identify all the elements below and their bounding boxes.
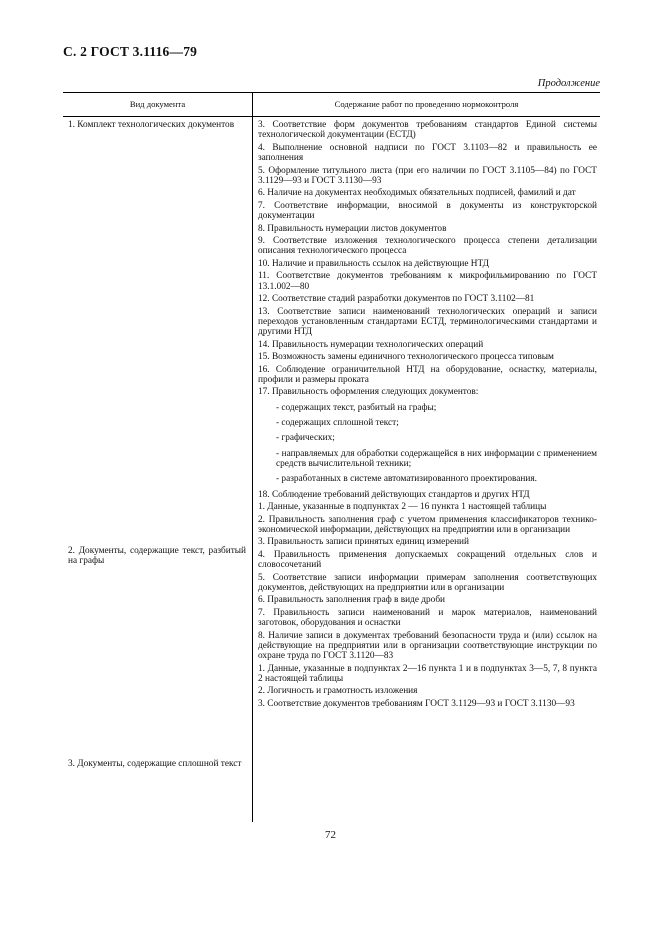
list-item: 6. Правильность заполнения граф в виде дроби (258, 595, 446, 606)
list-item: 2. Правильность заполнения граф с учетом применения классификаторов технико-экономической информации, действующих на предприятии или в организации (258, 514, 597, 535)
list-item: 12. Соответствие стадий разработки документов по ГОСТ 3.1102—81 (258, 294, 535, 305)
list-item: 3. Соответствие документов требованиям ГОСТ 3.1129—93 и ГОСТ 3.1130—93 (258, 698, 575, 709)
page-header: С. 2 ГОСТ 3.1116—79 (63, 44, 198, 59)
list-item: 3. Соответствие форм документов требованиям стандартов Единой системы технологической документации (ЕСТД) (258, 120, 597, 141)
list-item: 1. Данные, указанные в подпунктах 2 — 16 пункта 1 настоящей таблицы (258, 502, 547, 513)
list-item: 8. Наличие записи в документах требований безопасности труда и (или) ссылок на действующие на предприятии или в организации соответствующие инструкции по охране труда по ГОСТ 3.1120—83 (258, 630, 597, 662)
row-kind-2: 2. Документы, содержащие текст, разбитый на графы (68, 546, 246, 567)
list-item: 17. Правильность оформления следующих документов: (258, 387, 479, 398)
sub-list-item: - направляемых для обработки содержащейся в них информации с применением средств вычислительной техники; (276, 448, 597, 469)
sub-list-item: - графических; (276, 433, 335, 444)
list-item: 5. Соответствие записи информации примерам заполнения соответствующих документов, действующих на предприятии или в организации (258, 572, 597, 593)
list-item: 9. Соответствие изложения технологического процесса степени детализации описания технологического процесса (258, 236, 597, 257)
list-item: 14. Правильность нумерации технологических операций (258, 339, 484, 350)
column-header-kind: Вид документа (63, 93, 252, 117)
content-column (258, 120, 597, 711)
list-item: 10. Наличие и правильность ссылок на действующие НТД (258, 258, 489, 269)
column-header-content: Содержание работ по проведению нормоконтроля (253, 93, 600, 117)
list-item: 7. Правильность записи наименований и марок материалов, наименований заготовок, оборудования и оснастки (258, 607, 597, 629)
list-item: 5. Оформление титульного листа (при его наличии по ГОСТ 3.1105—84) по ГОСТ 3.1129—93 и ГОСТ 3.1130—93 (258, 165, 597, 186)
list-item: 4. Выполнение основной надписи по ГОСТ 3.1103—82 и правильность ее заполнения (258, 142, 597, 164)
list-item: 6. Наличие на документах необходимых обязательных подписей, фамилий и дат (258, 188, 576, 199)
continuation-label: Продолжение (537, 78, 600, 89)
list-item: 1. Данные, указанные в подпунктах 2—16 пункта 1 и в подпунктах 3—5, 7, 8 пункта 2 настоящей таблицы (258, 663, 597, 684)
list-item: 15. Возможность замены единичного технологического процесса типовым (258, 352, 554, 363)
row-kind-1: 1. Комплект технологических документов (68, 120, 235, 130)
list-item: 18. Соблюдение требований действующих стандартов и других НТД (258, 489, 530, 500)
sub-list-item: - разработанных в системе автоматизированного проектирования. (276, 474, 537, 485)
list-item: 3. Правильность записи принятых единиц измерений (258, 537, 470, 548)
list-item: 8. Правильность нумерации листов документов (258, 223, 447, 234)
sub-list-item: - содержащих текст, разбитый на графы; (276, 402, 437, 413)
list-item: 4. Правильность применения допускаемых сокращений отдельных слов и словосочетаний (258, 549, 597, 571)
list-item: 7. Соответствие информации, вносимой в документы из конструкторской документации (258, 200, 597, 222)
list-item: 16. Соблюдение ограничительной НТД на оборудование, оснастку, материалы, профили и размеры проката (258, 364, 597, 385)
norm-control-table (63, 92, 600, 822)
list-item: 11. Соответствие документов требованиям к микрофильмированию по ГОСТ 13.1.002—80 (258, 271, 597, 292)
list-item: 2. Логичность и грамотность изложения (258, 686, 418, 697)
list-item: 13. Соответствие записи наименований технологических операций и записи переходов установленным стандартами ЕСТД, терминологическими стандартами и другими НТД (258, 306, 597, 338)
sub-list-item: - содержащих сплошной текст; (276, 418, 399, 429)
column-divider (252, 93, 253, 822)
page-number: 72 (325, 829, 336, 841)
row-kind-3: 3. Документы, содержащие сплошной текст (68, 759, 242, 769)
